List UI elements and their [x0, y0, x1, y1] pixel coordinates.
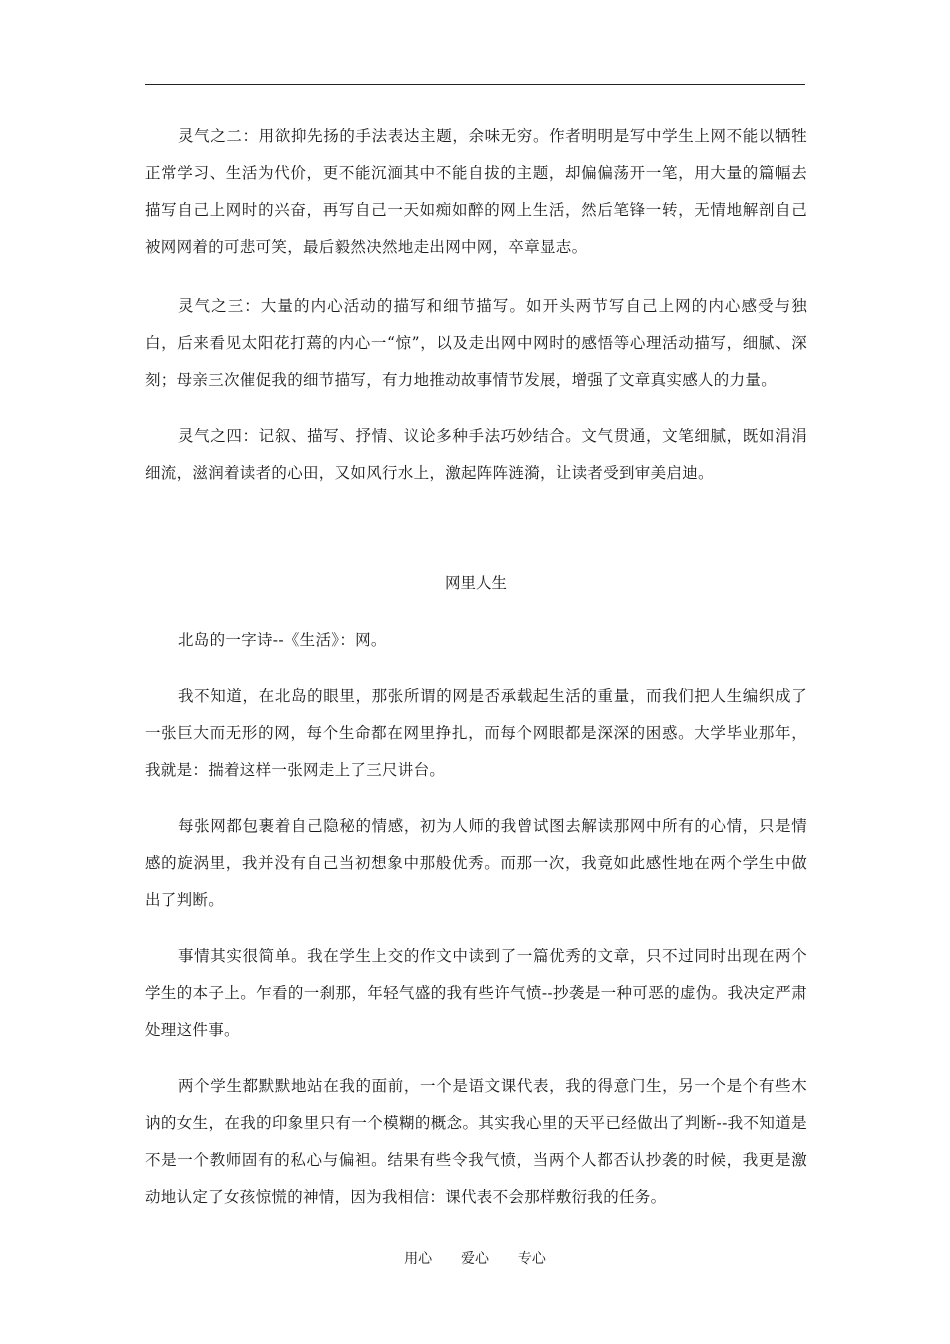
paragraph-essay-2: 我不知道，在北岛的眼里，那张所谓的网是否承载起生活的重量，而我们把人生编织成了一张巨大而无形的网，每个生命都在网里挣扎，而每个网眼都是深深的困惑。大学毕业那年，我就是：揣着这样一张网走上了三尺讲台。	[145, 687, 807, 779]
paragraph-essay-1: 北岛的一字诗--《生活》：网。	[178, 631, 387, 649]
paragraph-essay-5: 两个学生都默默地站在我的面前，一个是语文课代表，我的得意门生，另一个是个有些木讷的女生，在我的印象里只有一个模糊的概念。其实我心里的天平已经做出了判断--我不知道是不是一个教师固有的私心与偏袒。结果有些令我气愤，当两个人都否认抄袭的时候，我更是激动地认定了女孩惊慌的神情，因为我相信：课代表不会那样敷衍我的任务。	[145, 1077, 807, 1206]
page-footer: 用心 爱心 专心	[404, 1251, 546, 1267]
paragraph-lingqi-4: 灵气之四：记叙、描写、抒情、议论多种手法巧妙结合。文气贯通，文笔细腻，既如涓涓细流，滋润着读者的心田，又如风行水上，激起阵阵涟漪，让读者受到审美启迪。	[145, 427, 807, 482]
paragraph-lingqi-3: 灵气之三：大量的内心活动的描写和细节描写。如开头两节写自己上网的内心感受与独白，后来看见太阳花打蔫的内心一“惊”，以及走出网中网时的感悟等心理活动描写，细腻、深刻；母亲三次催促我的细节描写，有力地推动故事情节发展，增强了文章真实感人的力量。	[145, 297, 807, 389]
header-rule	[145, 84, 805, 85]
essay-title: 网里人生	[444, 574, 507, 592]
paragraph-essay-3: 每张网都包裹着自己隐秘的情感，初为人师的我曾试图去解读那网中所有的心情，只是情感的旋涡里，我并没有自己当初想象中那般优秀。而那一次，我竟如此感性地在两个学生中做出了判断。	[145, 817, 807, 909]
paragraph-lingqi-2: 灵气之二：用欲抑先扬的手法表达主题，余味无穷。作者明明是写中学生上网不能以牺牲正常学习、生活为代价，更不能沉湎其中不能自拔的主题，却偏偏荡开一笔，用大量的篇幅去描写自己上网时的兴奋，再写自己一天如痴如醉的网上生活，然后笔锋一转，无情地解剖自己被网网着的可悲可笑，最后毅然决然地走出网中网，卒章显志。	[145, 127, 807, 256]
paragraph-essay-4: 事情其实很简单。我在学生上交的作文中读到了一篇优秀的文章，只不过同时出现在两个学生的本子上。乍看的一刹那，年轻气盛的我有些许气愤--抄袭是一种可恶的虚伪。我决定严肃处理这件事。	[145, 947, 807, 1039]
